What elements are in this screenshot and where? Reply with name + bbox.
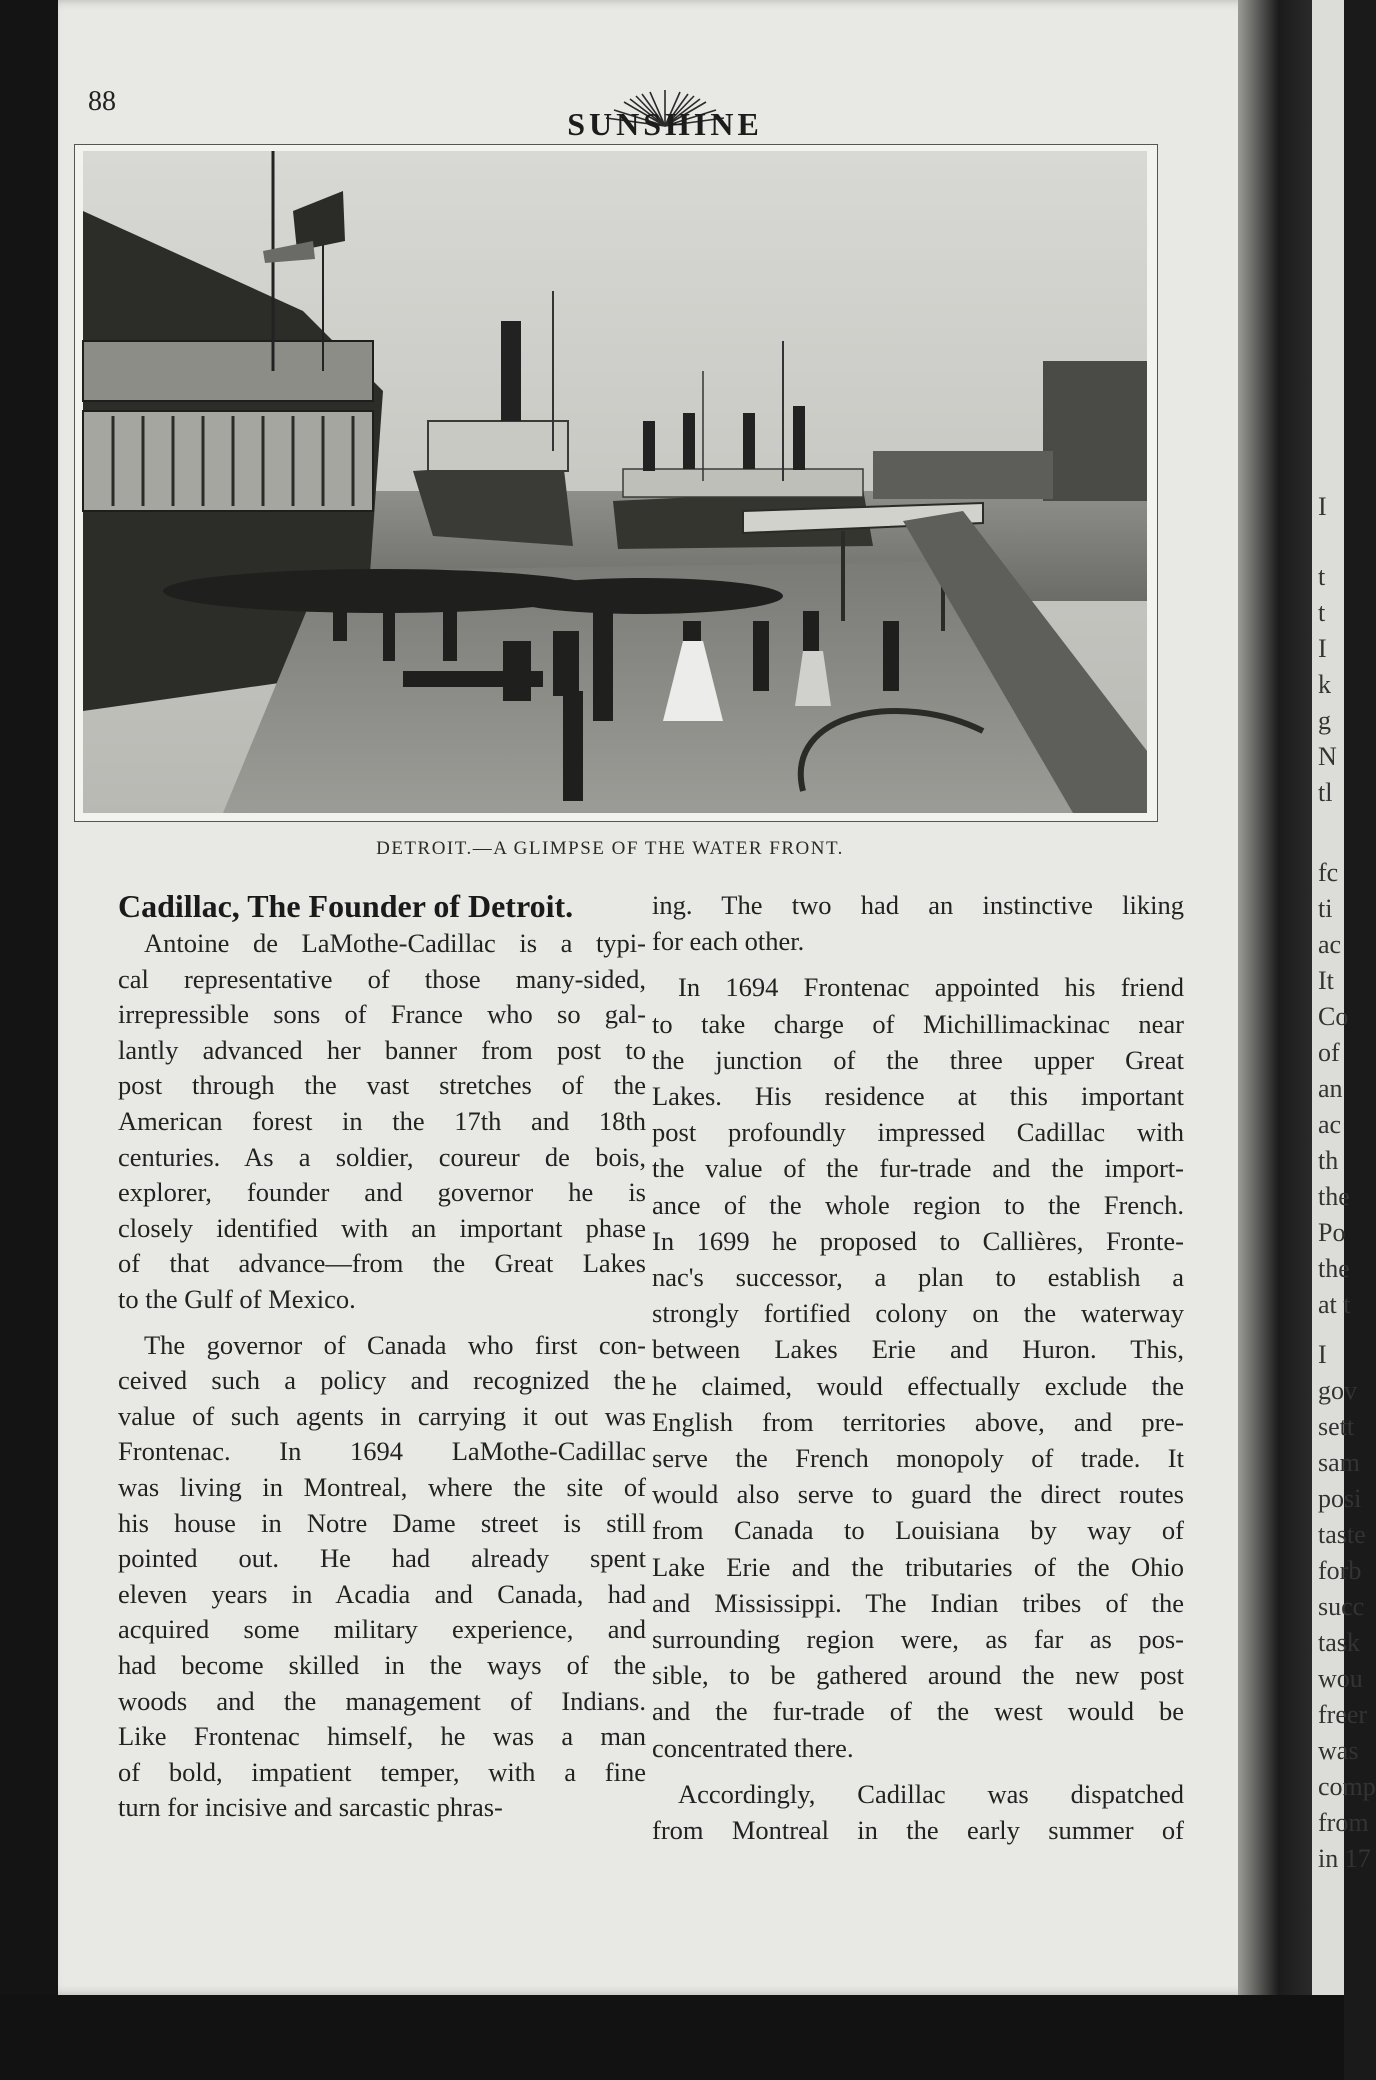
adjacent-page-fragment: I [1318, 492, 1327, 521]
adjacent-page-fragment: task [1318, 1628, 1360, 1657]
adjacent-page-fragment: th [1318, 1146, 1339, 1175]
adjacent-page-fragment: freer [1318, 1700, 1368, 1729]
adjacent-page-fragment: I [1318, 1340, 1327, 1369]
article-text-line: nac's successor, a plan to establish a [652, 1262, 1184, 1292]
adjacent-page-fragment: I [1318, 634, 1327, 663]
article-text-line: post through the vast stretches of the [118, 1070, 646, 1101]
article-text-line: Lakes. His residence at this important [652, 1081, 1184, 1111]
article-title: Cadillac, The Founder of Detroit. [118, 888, 574, 924]
masthead-title: SUNSHINE [567, 106, 763, 142]
adjacent-page [1312, 0, 1376, 2000]
article-text-line: to take charge of Michillimackinac near [652, 1008, 1184, 1039]
article-text-line: for each other. [652, 926, 805, 957]
article-text-line: the value of the fur-trade and the import- [652, 1153, 1184, 1184]
adjacent-page-fragment: k [1318, 670, 1331, 699]
page-number: 88 [88, 86, 116, 117]
scan-left-margin [0, 0, 58, 2080]
adjacent-page-fragment: an [1318, 1074, 1343, 1103]
article-text-line: from Canada to Louisiana by way of [652, 1515, 1184, 1546]
adjacent-page-fragment: succ [1318, 1592, 1365, 1621]
article-text-line: sible, to be gathered around the new post [652, 1660, 1184, 1691]
adjacent-page-fragment: ac [1318, 1110, 1342, 1139]
adjacent-page-fragment: sett [1318, 1412, 1355, 1441]
article-text-line: woods and the management of Indians. [118, 1685, 646, 1716]
article-text-line: centuries. As a soldier, coureur de bois, [118, 1141, 646, 1172]
article-text-line: serve the French monopoly of trade. It [652, 1443, 1184, 1473]
water-front-photo [74, 144, 1158, 822]
article-text-line: In 1694 Frontenac appointed his friend [678, 972, 1184, 1003]
article-text-line: English from territories above, and pre- [652, 1406, 1184, 1437]
photo-illustration [83, 151, 1147, 813]
article-text-line: from Montreal in the early summer of [652, 1815, 1184, 1845]
adjacent-page-fragment: from [1318, 1808, 1369, 1837]
article-text-line: strongly fortified colony on the waterway [652, 1298, 1184, 1329]
article-text-line: closely identified with an important phase [118, 1212, 646, 1243]
adjacent-page-fragment: comp [1318, 1772, 1376, 1801]
article-text-line: of that advance—from the Great Lakes [118, 1248, 646, 1279]
article-text-line: Antoine de LaMothe-Cadillac is a typi- [144, 928, 646, 958]
article-text-line: The governor of Canada who first con- [144, 1329, 646, 1360]
article-text-line: was living in Montreal, where the site of [118, 1472, 646, 1502]
article-text-line: his house in Notre Dame street is still [118, 1507, 646, 1538]
article-text-line: had become skilled in the ways of the [118, 1650, 646, 1680]
article-text-line: Frontenac. In 1694 LaMothe-Cadillac [118, 1436, 646, 1467]
article-text-line: pointed out. He had already spent [118, 1543, 646, 1574]
article-text-line: would also serve to guard the direct routes [652, 1479, 1184, 1510]
article-text-line: Accordingly, Cadillac was dispatched [678, 1778, 1184, 1809]
article-text-line: lantly advanced her banner from post to [118, 1034, 646, 1065]
article-text-line: the junction of the three upper Great [652, 1044, 1184, 1075]
adjacent-page-fragment: It [1318, 966, 1334, 995]
page-gutter [1238, 0, 1312, 2080]
adjacent-page-fragment: ti [1318, 894, 1333, 923]
article-text-line: Lake Erie and the tributaries of the Ohio [652, 1551, 1184, 1582]
article-text-line: ceived such a policy and recognized the [118, 1365, 646, 1396]
adjacent-page-fragment: the [1318, 1254, 1350, 1283]
adjacent-page-fragment: ac [1318, 930, 1342, 959]
article-text-line: post profoundly impressed Cadillac with [652, 1117, 1184, 1148]
article-text-line: explorer, founder and governor he is [118, 1177, 646, 1208]
article-text-line: value of such agents in carrying it out was [118, 1400, 646, 1431]
article-text-line: ing. The two had an instinctive liking [652, 890, 1184, 920]
adjacent-page-fragment: Co [1318, 1002, 1349, 1031]
adjacent-page-fragment: the [1318, 1182, 1350, 1211]
adjacent-page-fragment: in 17 [1318, 1844, 1371, 1873]
article-text-line: to the Gulf of Mexico. [118, 1284, 356, 1314]
article-text-line: and Mississippi. The Indian tribes of the [652, 1587, 1184, 1618]
adjacent-page-fragment: posi [1318, 1484, 1362, 1513]
article-text-line: cal representative of those many-sided, [118, 963, 646, 994]
adjacent-page-fragment: N [1318, 742, 1337, 771]
article-text-line: concentrated there. [652, 1732, 854, 1763]
adjacent-page-fragment: at t [1318, 1290, 1351, 1319]
adjacent-page-fragment: forb [1318, 1556, 1362, 1585]
article-text-line: irrepressible sons of France who so gal- [118, 999, 646, 1030]
article-text-line: acquired some military experience, and [118, 1614, 646, 1645]
article-text-line: of bold, impatient temper, with a fine [118, 1756, 646, 1787]
adjacent-page-fragment: t [1318, 562, 1326, 591]
article-text-line: In 1699 he proposed to Callières, Fronte- [652, 1225, 1184, 1256]
adjacent-page-fragment: fc [1318, 858, 1339, 887]
article-text-line: turn for incisive and sarcastic phras- [118, 1792, 503, 1823]
adjacent-page-fragment: sam [1318, 1448, 1360, 1477]
adjacent-page-fragment: was [1318, 1736, 1359, 1765]
adjacent-page-fragment: taste [1318, 1520, 1366, 1549]
adjacent-page-fragment: t [1318, 598, 1326, 627]
adjacent-page-fragment: of [1318, 1038, 1340, 1067]
article-text-line: and the fur-trade of the west would be [652, 1696, 1184, 1727]
article-text-line: American forest in the 17th and 18th [118, 1106, 646, 1136]
article-text-line: ance of the whole region to the French. [652, 1189, 1184, 1220]
article-text-line: Like Frontenac himself, he was a man [118, 1721, 646, 1752]
masthead [530, 88, 800, 150]
article-text-line: between Lakes Erie and Huron. This, [652, 1334, 1184, 1365]
adjacent-page-fragment: g [1318, 706, 1331, 735]
photo-caption: DETROIT.—A GLIMPSE OF THE WATER FRONT. [376, 838, 844, 859]
adjacent-page-fragment: Po [1318, 1218, 1346, 1247]
adjacent-page-fragment: tl [1318, 778, 1333, 807]
adjacent-page-fragment: wou [1318, 1664, 1363, 1693]
adjacent-page-fragment: gov [1318, 1376, 1357, 1405]
article-text-line: eleven years in Acadia and Canada, had [118, 1578, 646, 1609]
article-text-line: surrounding region were, as far as pos- [652, 1624, 1184, 1654]
scan-bottom-margin [0, 1995, 1344, 2080]
article-text-line: he claimed, would effectually exclude the [652, 1370, 1184, 1401]
